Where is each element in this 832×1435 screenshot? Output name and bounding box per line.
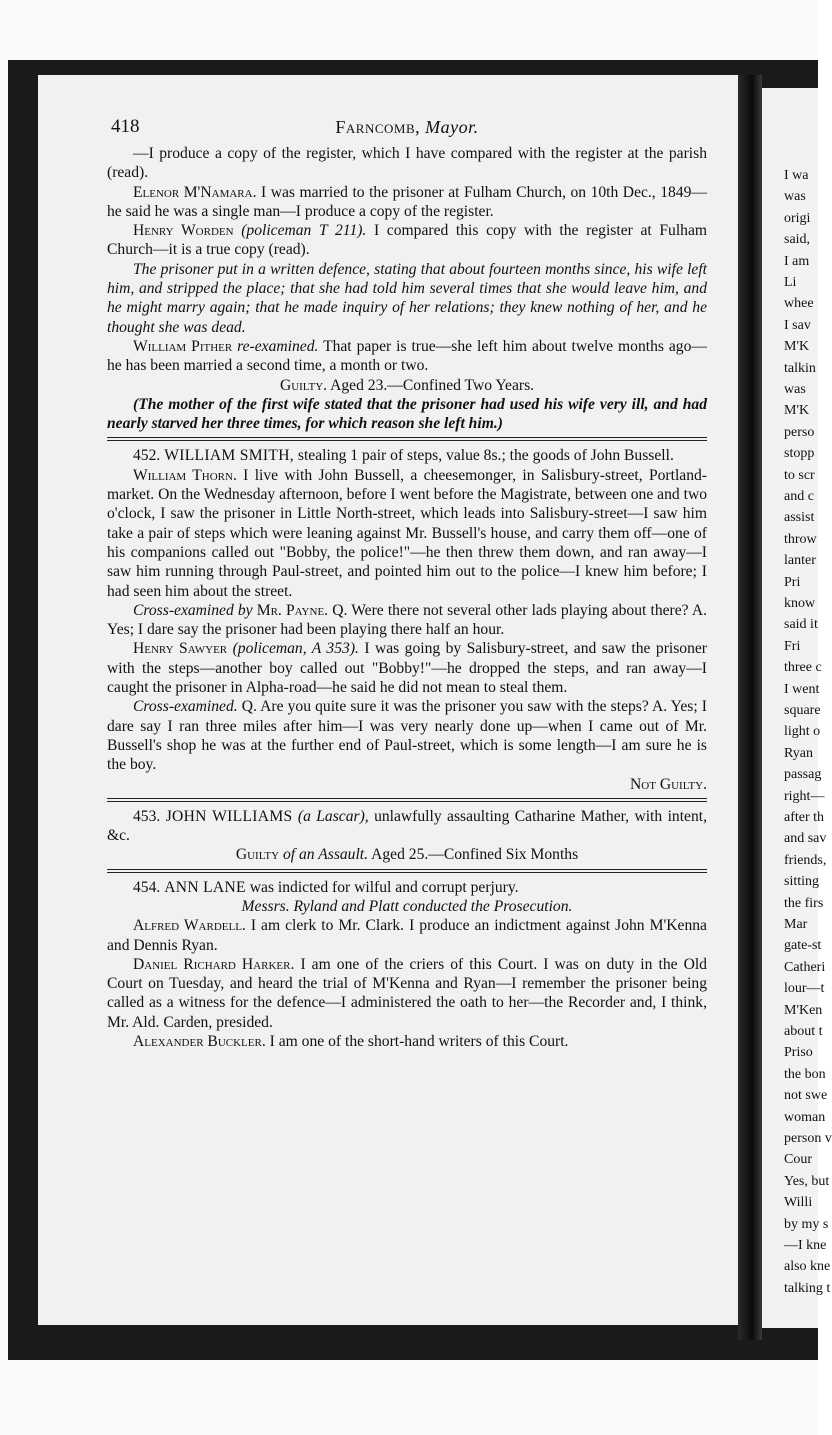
facing-page-line: not swe — [784, 1088, 828, 1104]
verdict — [107, 376, 707, 395]
testimony-text: I am one of the criers of this Court. I was on duty in the Old Court on Tuesday, and heard the trial of M'Kenna and Ryan—I remember the prisoner being called as a witness for the defence—I administered the oath to her—the Recorder and, I think, Mr. Ald. Carden, presided. — [107, 955, 707, 1031]
cross-label: Cross-examined. — [133, 698, 238, 716]
facing-page-line: assist — [784, 510, 815, 526]
book-gutter — [738, 75, 762, 1340]
testimony-paragraph — [107, 221, 707, 260]
verdict: Not Guilty. — [630, 775, 707, 793]
facing-page-line: the bon — [784, 1066, 826, 1082]
charge-text: stealing 1 pair of steps, value 8s.; the goods of John Bussell. — [297, 447, 674, 465]
facing-page-line: was — [784, 382, 806, 397]
running-head — [107, 118, 707, 137]
facing-page-line: perso — [784, 424, 815, 440]
defendant-name: ANN LANE — [164, 878, 246, 896]
facing-page-line: I sav — [784, 317, 811, 333]
verdict-text: Aged 23.—Confined Two Years. — [330, 376, 535, 394]
counsel-name: Mr. Payne. — [256, 601, 329, 619]
case-heading — [107, 878, 707, 897]
facing-page-line: friends, — [784, 852, 827, 868]
facing-page-line: know — [784, 596, 816, 611]
paragraph: —I produce a copy of the register, which I have compared with the register at the parish (read). — [107, 145, 707, 182]
facing-page-line: and c — [784, 489, 814, 504]
witness-name: Elenor M'Namara. — [133, 183, 257, 201]
cross-label: Cross-examined by — [133, 601, 253, 619]
testimony-text: I live with John Bussell, a cheesemonger, in Salisbury-street, Portland-market. On the Wednesday afternoon, before I went before the Magistrate, between one and two o'clock, I saw the prisoner in Little North-street, which leads into Salisbury-street—I saw him take a pair of steps which were leaning against Mr. Bussell's house, and carry them off—one of his companions called out "Bobby, the police!"—he then threw them down, and ran away—I saw him running through Paul-street, and pointed him out to the police—I knew him before; I had seen him about the street. — [107, 466, 707, 600]
defendant-name: WILLIAM SMITH, — [164, 447, 294, 465]
testimony-text: I was married to the prisoner at Fulham Church, on 10th Dec., 1849—he said he was a single man—I produce a copy of the register. — [107, 183, 707, 220]
witness-name: William Pither — [133, 337, 233, 355]
facing-page-line: passag — [784, 767, 822, 783]
facing-page-line: Pri — [784, 574, 801, 590]
facing-page-line: whee — [784, 296, 814, 312]
case-heading — [107, 446, 707, 465]
facing-page-line: and sav — [784, 831, 827, 847]
facing-page-line: was — [784, 189, 806, 205]
testimony-paragraph — [107, 639, 707, 697]
facing-page-line: talking t — [784, 1280, 831, 1296]
defendant-name: JOHN WILLIAMS — [165, 807, 293, 825]
facing-page-line: I am — [784, 253, 810, 269]
facing-page-line: —I kne — [784, 1238, 827, 1253]
witness-name: Daniel Richard Harker. — [133, 955, 295, 973]
testimony-text: I was going by Salisbury-street, and saw the prisoner with the steps—another boy called out "Bobby!"—he dropped the steps, and ran away—I caught the prisoner in Alpha-road—he said he did not mean to steal them. — [107, 640, 707, 697]
facing-page-line: said, — [784, 232, 811, 248]
facing-page-line: by my s — [784, 1216, 829, 1232]
facing-page-line: Willi — [784, 1195, 813, 1211]
witness-name: Henry Sawyer — [133, 640, 228, 658]
facing-page-line: also kne — [784, 1259, 831, 1275]
facing-page-line: origi — [784, 210, 811, 226]
testimony-text: I am clerk to Mr. Clark. I produce an indictment against John M'Kenna and Dennis Ryan. — [107, 917, 707, 954]
testimony-text: I compared this copy with the register at Fulham Church—it is a true copy (read). — [107, 222, 707, 259]
charge-text: unlawfully assaulting Catharine Mather, with intent, &c. — [107, 807, 707, 845]
facing-page-line: lour—t — [784, 981, 825, 997]
witness-name: William Thorn. — [133, 466, 237, 484]
verdict-label: Guilty — [235, 846, 280, 864]
facing-page-line: Cour — [784, 1152, 812, 1168]
facing-page-line: to scr — [784, 467, 815, 483]
testimony-paragraph — [107, 1032, 707, 1051]
facing-page-line: said it — [784, 617, 818, 633]
facing-page-line: Catheri — [784, 959, 826, 975]
witness-name: Alexander Buckler. — [133, 1033, 266, 1051]
cross-examination — [107, 697, 707, 774]
witness-role: (policeman, A 353). — [232, 640, 359, 658]
facing-page-line: M'K — [784, 403, 810, 419]
facing-page-line: light o — [784, 724, 821, 740]
facing-page-line: lanter — [784, 553, 816, 569]
case-number: 452. — [133, 447, 161, 465]
running-head-name: Farncomb, — [335, 117, 421, 137]
case-heading — [107, 807, 707, 846]
page-header — [107, 110, 707, 144]
witness-name: Alfred Wardell. — [133, 917, 246, 935]
facing-page-line: woman — [784, 1109, 826, 1125]
witness-role: (policeman T 211). — [241, 222, 367, 240]
written-defence: The prisoner put in a written defence, stating that about fourteen months since, his wife left him, and stripped the place; that she had told him several times that she would leave him, and he might marry again; that he made inquiry of her relations; they knew nothing of her, and he thought she was dead. — [107, 260, 707, 336]
facing-page-line: sitting — [784, 874, 820, 890]
defendant-descriptor: (a Lascar), — [297, 807, 369, 825]
facing-page-line: Yes, but — [784, 1173, 830, 1189]
running-head-title: Mayor. — [425, 117, 479, 137]
cross-text: Q. Were there not several other lads playing about there? A. Yes; I dare say the prisoner had been playing there half an hour. — [107, 601, 707, 639]
facing-page-line: talkin — [784, 360, 816, 376]
case-divider — [107, 437, 707, 441]
case-number: 454. — [133, 878, 161, 896]
facing-page-line: Li — [784, 275, 797, 290]
facing-page-line: Fri — [784, 638, 801, 654]
cross-examination — [107, 601, 707, 640]
facing-page-line: right— — [784, 788, 825, 804]
case-divider — [107, 798, 707, 802]
witness-role: re-examined. — [237, 337, 319, 355]
facing-page-line: Priso — [784, 1045, 813, 1061]
facing-page-line: I wa — [784, 168, 809, 183]
testimony-paragraph — [107, 916, 707, 955]
facing-page-line: I went — [784, 681, 820, 697]
counsel-line: Messrs. Ryland and Platt conducted the Prosecution. — [241, 897, 573, 915]
facing-page-fragment — [762, 88, 832, 1328]
testimony-paragraph — [107, 337, 707, 376]
facing-page-line: three c — [784, 660, 822, 676]
facing-page-line: M'K — [784, 339, 810, 355]
facing-page-line: throw — [784, 531, 817, 547]
witness-name: Henry Worden — [133, 222, 234, 240]
testimony-paragraph — [107, 955, 707, 1032]
facing-page-line: about t — [784, 1024, 823, 1039]
cross-text: Q. Are you quite sure it was the prisoner you saw with the steps? A. Yes; I dare say I ran three miles after him—I was very nearly done up—when I came out of Mr. Bussell's shop he was at the further end of Paul-street, which is some length—I am sure he is the boy. — [107, 698, 707, 774]
facing-page-line: square — [784, 703, 821, 718]
case-divider — [107, 869, 707, 873]
facing-page-line: Mar — [784, 917, 808, 932]
facing-page-line: stopp — [784, 446, 815, 462]
facing-page-line: Ryan — [784, 745, 813, 761]
facing-page-line: gate-st — [784, 938, 822, 954]
testimony-paragraph — [107, 466, 707, 601]
facing-page-line: after th — [784, 810, 825, 825]
facing-page-line: M'Ken — [784, 1002, 823, 1018]
testimony-text: That paper is true—she left him about twelve months ago—he has been married a second time, a month or two. — [107, 337, 707, 375]
page-content — [107, 110, 707, 1051]
verdict — [107, 845, 707, 864]
verdict-qualifier: of an Assault. — [282, 846, 369, 864]
testimony-text: I am one of the short-hand writers of this Court. — [269, 1033, 569, 1051]
facing-page-line: person v — [784, 1131, 832, 1146]
verdict-label: Guilty. — [279, 376, 328, 394]
testimony-paragraph — [107, 183, 707, 222]
editorial-note: (The mother of the first wife stated that the prisoner had used his wife very ill, and had nearly starved her three times, for which reason she left him.) — [107, 395, 707, 433]
case-number: 453. — [133, 807, 161, 825]
verdict-text: Aged 25.—Confined Six Months — [371, 846, 579, 864]
facing-page-line: the firs — [784, 895, 824, 911]
page-number: 418 — [111, 116, 140, 137]
charge-text: was indicted for wilful and corrupt perjury. — [249, 878, 519, 896]
